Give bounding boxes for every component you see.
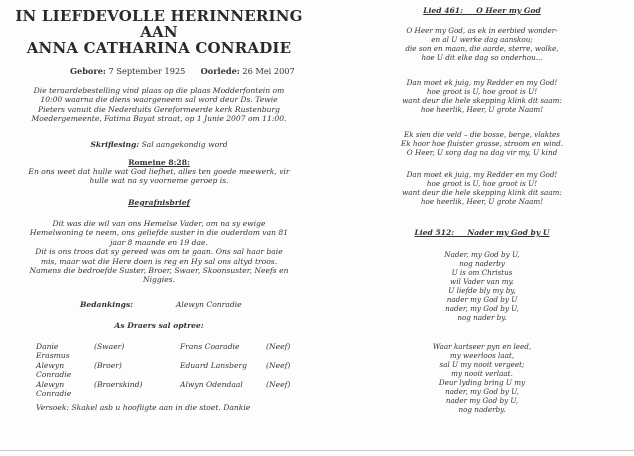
verse-line: nader my God by U: [446, 295, 518, 304]
intro-line: 10:00 waarna die diens waargeneem sal word deur Ds. Tewie: [40, 95, 278, 105]
verse-line: Nader, my God by U,: [444, 250, 520, 259]
died-value: 26 Mei 2007: [242, 66, 295, 76]
verse-line: O Heer my God, as ek in eerbied wonder-: [406, 26, 558, 35]
bearers-heading: As Draers sal optree:: [114, 321, 204, 330]
funeral-line: Dit is ons troos dat sy gereed was om te gaan. Ons sal haar baie: [35, 247, 283, 257]
verse-line: U liefde bly my by,: [448, 286, 516, 295]
verse-line: hoe heerlik, Heer, U grote Naam!: [420, 105, 544, 114]
song2-heading: Lied 512: Nader my God by U: [414, 228, 550, 237]
verse-line: die son en maan, die aarde, sterre, wolke,: [405, 44, 559, 53]
bearer-row: [36, 361, 316, 380]
intro-line: Moedergemeente, Fatima Bayat straat, op 1 Junie 2007 om 11:00.: [31, 114, 287, 124]
died-label: Oorlede:: [200, 66, 240, 76]
intro-paragraph: [8, 86, 310, 124]
bottom-edge-divider: [0, 450, 634, 451]
romans-line: hulle wat na sy voorneme geroep is.: [89, 176, 229, 186]
bearer-relation-2: (Neef): [266, 379, 291, 389]
funeral-line: mis, maar wat die Here doen is reg en Hy sal ons altyd troos.: [40, 256, 278, 266]
romans-heading: Romeine 8:28:: [128, 158, 190, 167]
verse-line: nader, my God by U,: [445, 304, 519, 313]
verse-line: nog naderby: [459, 259, 505, 268]
funeral-text: [8, 219, 310, 285]
intro-line: Pieters vanuit die Nederduits Gereformeerde kerk Rustenburg: [37, 104, 281, 114]
verse-line: sal U my nooit vergeet;: [439, 360, 525, 369]
verse-line: hoe heerlik, Heer, U grote Naam!: [420, 197, 544, 206]
bearer-name-2: Eduard Lansberg: [180, 360, 247, 370]
verse-line: hoe U dit elke dag so onderhou...: [421, 53, 543, 62]
bearer-name: Danie Erasmus: [36, 342, 70, 361]
bearer-name: Alewyn Conradie: [36, 379, 72, 399]
song2-verse-1: [330, 250, 634, 322]
thanks-value: Alewyn Conradie: [175, 300, 242, 309]
song1-verse-2: [330, 78, 634, 114]
funeral-line: Niggies.: [142, 275, 176, 285]
verse-line: en al U werke dag aanskou;: [431, 35, 533, 44]
romans-text: [4, 167, 314, 186]
verse-line: hoe groot is U, hoe groot is U!: [426, 87, 538, 96]
verse-line: want deur die hele skepping klink dit saam:: [402, 96, 562, 105]
bearers-table: [36, 342, 316, 398]
verse-line: Dan moet ek juig, my Redder en my God!: [406, 78, 558, 87]
song1-verse-4: [330, 170, 634, 206]
born-value: 7 September 1925: [108, 66, 186, 76]
romans-line: En ons weet dat hulle wat God liefhet, alles ten goede meewerk, vir: [28, 167, 290, 176]
dates-line: [70, 67, 295, 76]
title-line-3: ANNA CATHARINA CONRADIE: [26, 39, 292, 57]
bearer-relation-2: (Neef): [266, 360, 291, 370]
thanks-label: Bedankings:: [80, 300, 134, 309]
verse-line: nog naderby.: [458, 405, 506, 414]
funeral-line: Hemelwoning te neem, ons geliefde suster in die ouderdom van 81: [29, 228, 289, 238]
bearer-name-2: Frans Coaradie: [180, 342, 240, 351]
right-panel: [330, 0, 634, 456]
verse-line: Deur lyding bring U my: [438, 378, 526, 387]
scripture-line: [0, 140, 318, 149]
funeral-line: Dit was die wil van ons Hemelse Vader, om na sy ewige: [52, 219, 266, 228]
bearer-name-2: Alwyn Odendaal: [180, 379, 243, 389]
bearer-relation-2: (Neef): [266, 342, 291, 351]
verse-line: want deur die hele skepping klink dit saam:: [402, 188, 562, 197]
verse-line: Waar kartseer pyn en leed,: [432, 342, 532, 351]
title-line-1: IN LIEFDEVOLLE HERINNERING: [15, 7, 303, 25]
funeral-line: jaar 8 maande en 19 dae.: [110, 237, 208, 247]
verse-line: nader, my God by U,: [445, 387, 519, 396]
song1-verse-3: [330, 130, 634, 157]
verse-line: my weerloos laat,: [449, 351, 515, 360]
bearer-row: [36, 342, 316, 361]
song1-verse-1: [330, 26, 634, 62]
title-line-2: AAN: [140, 23, 178, 41]
song2-verse-2: [330, 342, 634, 414]
verse-line: my nooit verlaat.: [451, 369, 513, 378]
funeral-heading: Begrafnisbrief: [128, 198, 190, 207]
song1-heading: Lied 461: O Heer my God: [423, 6, 541, 15]
verse-line: U is om Christus: [451, 268, 513, 277]
funeral-line: Namens die bedroefde Suster, Broer, Swaer, Skoonsuster, Neefs en: [29, 266, 289, 276]
born-label: Gebore:: [70, 66, 106, 76]
intro-line: Die teraardebestelling vind plaas op die plaas Modderfontein om: [33, 86, 285, 95]
verse-line: O Heer, U sorg dag na dag vir my, U kind: [406, 148, 558, 157]
verse-line: nog nader by.: [457, 313, 507, 322]
verse-line: wil Vader van my.: [450, 277, 514, 286]
bearer-row: [36, 380, 316, 399]
scripture-label: Skriflesing:: [90, 140, 140, 149]
bearer-relation: (Swaer): [94, 342, 125, 351]
thanks-line: [80, 300, 310, 309]
bearer-name: Alewyn Conradie: [36, 360, 72, 380]
request-line: Versoek: Skakel asb u hoofligte aan in die stoet. Dankie: [36, 403, 251, 412]
bearer-relation: (Broer): [94, 360, 122, 370]
verse-line: Dan moet ek juig, my Redder en my God!: [406, 170, 558, 179]
scripture-value: Sal aangekondig word: [141, 140, 228, 149]
verse-line: nader my God by U,: [445, 396, 519, 405]
verse-line: Ek hoor hoe fluister grasse, stroom en wind.: [400, 139, 564, 148]
verse-line: Ek sien die veld – die bosse, berge, vlaktes: [404, 130, 560, 139]
verse-line: hoe groot is U, hoe groot is U!: [426, 179, 538, 188]
bearer-relation: (Broerskind): [94, 379, 143, 389]
